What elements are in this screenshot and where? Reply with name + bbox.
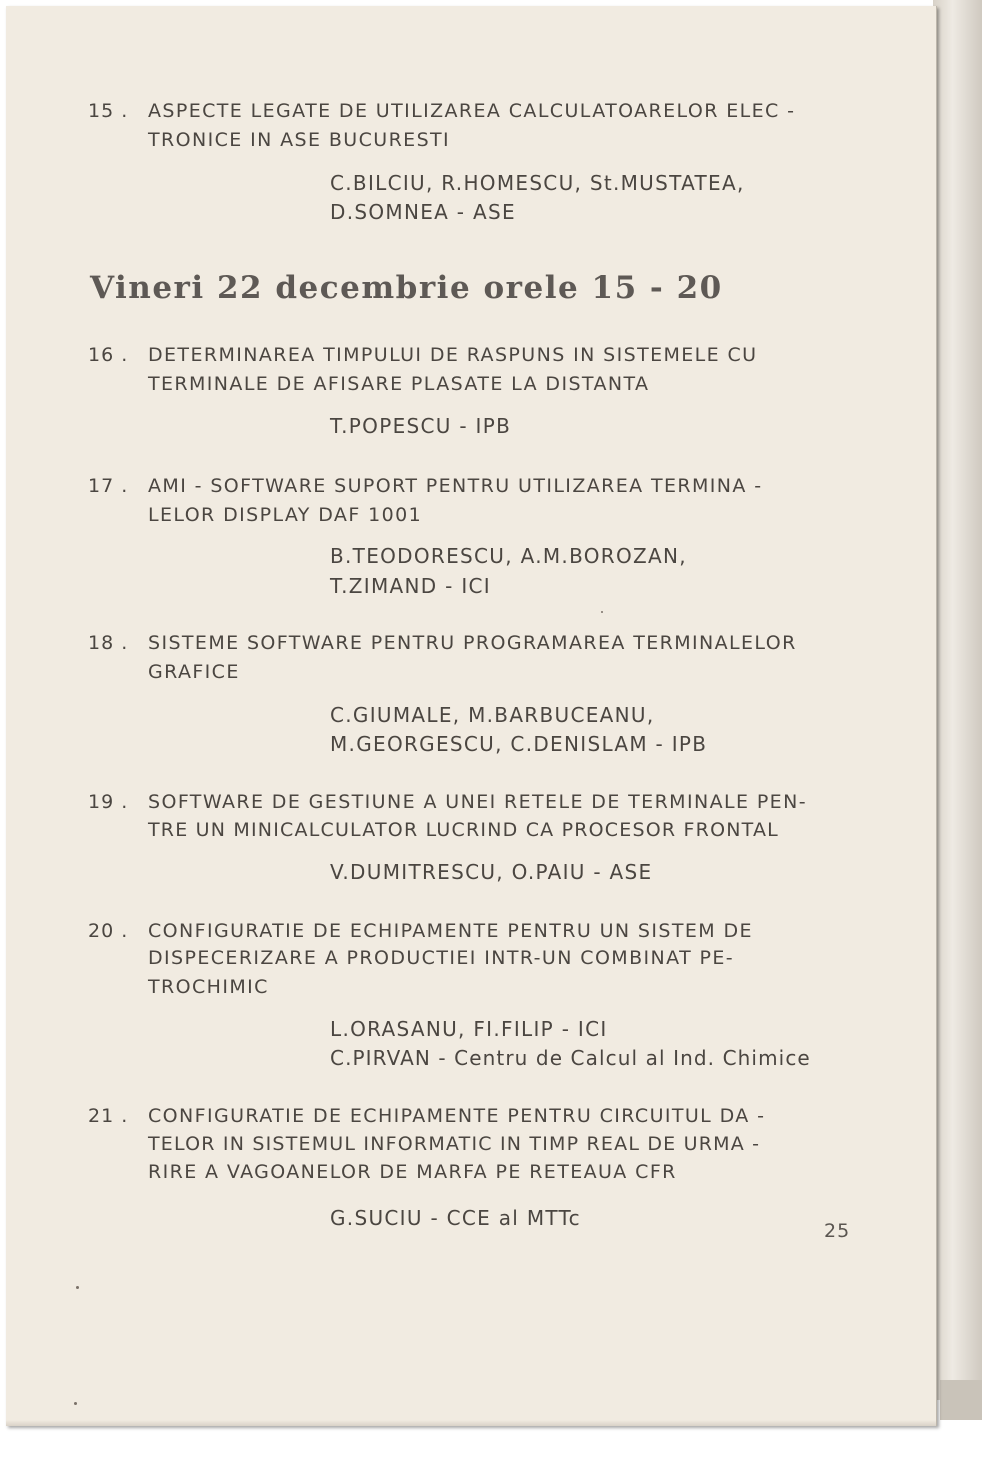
entry-author-line: C.GIUMALE, M.BARBUCEANU, — [330, 703, 655, 727]
entry-title-line: CONFIGURATIE DE ECHIPAMENTE PENTRU CIRCUITUL DA - — [148, 1105, 766, 1127]
entry-number: 20 . — [88, 920, 129, 942]
entry-number: 21 . — [88, 1105, 129, 1127]
entry-author-line: T.POPESCU - IPB — [330, 414, 512, 438]
entry-author-line: D.SOMNEA - ASE — [330, 200, 516, 224]
entry-title-line: SISTEME SOFTWARE PENTRU PROGRAMAREA TERMINALELOR — [148, 632, 797, 654]
entry-author-line: B.TEODORESCU, A.M.BOROZAN, — [330, 544, 687, 568]
entry-title-line: SOFTWARE DE GESTIUNE A UNEI RETELE DE TERMINALE PEN- — [148, 791, 807, 813]
entry-title-line: TRE UN MINICALCULATOR LUCRIND CA PROCESOR FRONTAL — [148, 819, 779, 841]
entry-number: 18 . — [88, 632, 129, 654]
entry-title-line: RIRE A VAGOANELOR DE MARFA PE RETEAUA CFR — [148, 1161, 677, 1183]
entry-author-line: C.BILCIU, R.HOMESCU, St.MUSTATEA, — [330, 171, 745, 195]
entry-author-line: L.ORASANU, FI.FILIP - ICI — [330, 1017, 608, 1041]
entry-author-line: T.ZIMAND - ICI — [330, 574, 491, 598]
entry-number: 19 . — [88, 791, 129, 813]
entry-number: 16 . — [88, 344, 129, 366]
entry-title-line: TRONICE IN ASE BUCURESTI — [148, 129, 451, 151]
entry-author-line: G.SUCIU - CCE al MTTc — [330, 1206, 581, 1230]
page-edge-bottom — [940, 1380, 982, 1420]
page-edge-stack — [933, 0, 982, 1400]
entry-title-line: AMI - SOFTWARE SUPORT PENTRU UTILIZAREA TERMINA - — [148, 475, 763, 497]
paper-speck — [76, 1286, 79, 1289]
entry-author-line: M.GEORGESCU, C.DENISLAM - IPB — [330, 732, 708, 756]
entry-number: 17 . — [88, 475, 129, 497]
entry-title-line: DETERMINAREA TIMPULUI DE RASPUNS IN SISTEMELE CU — [148, 344, 758, 366]
page-number: 25 — [824, 1220, 851, 1242]
day-heading: Vineri 22 decembrie orele 15 - 20 — [90, 270, 723, 306]
entry-author-line: V.DUMITRESCU, O.PAIU - ASE — [330, 860, 653, 884]
entry-number: 15 . — [88, 100, 129, 122]
entry-title-line: LELOR DISPLAY DAF 1001 — [148, 504, 423, 526]
entry-title-line: GRAFICE — [148, 661, 240, 683]
entry-title-line: TERMINALE DE AFISARE PLASATE LA DISTANTA — [148, 373, 650, 395]
entry-title-line: CONFIGURATIE DE ECHIPAMENTE PENTRU UN SISTEM DE — [148, 920, 753, 942]
entry-title-line: TROCHIMIC — [148, 976, 269, 998]
paper-speck — [74, 1402, 77, 1405]
entry-title-line: TELOR IN SISTEMUL INFORMATIC IN TIMP REAL DE URMA - — [148, 1133, 761, 1155]
paper-speck — [601, 611, 603, 613]
entry-title-line: ASPECTE LEGATE DE UTILIZAREA CALCULATOARELOR ELEC - — [148, 100, 796, 122]
entry-title-line: DISPECERIZARE A PRODUCTIEI INTR-UN COMBINAT PE- — [148, 947, 735, 969]
entry-author-line: C.PIRVAN - Centru de Calcul al Ind. Chimice — [330, 1046, 811, 1070]
